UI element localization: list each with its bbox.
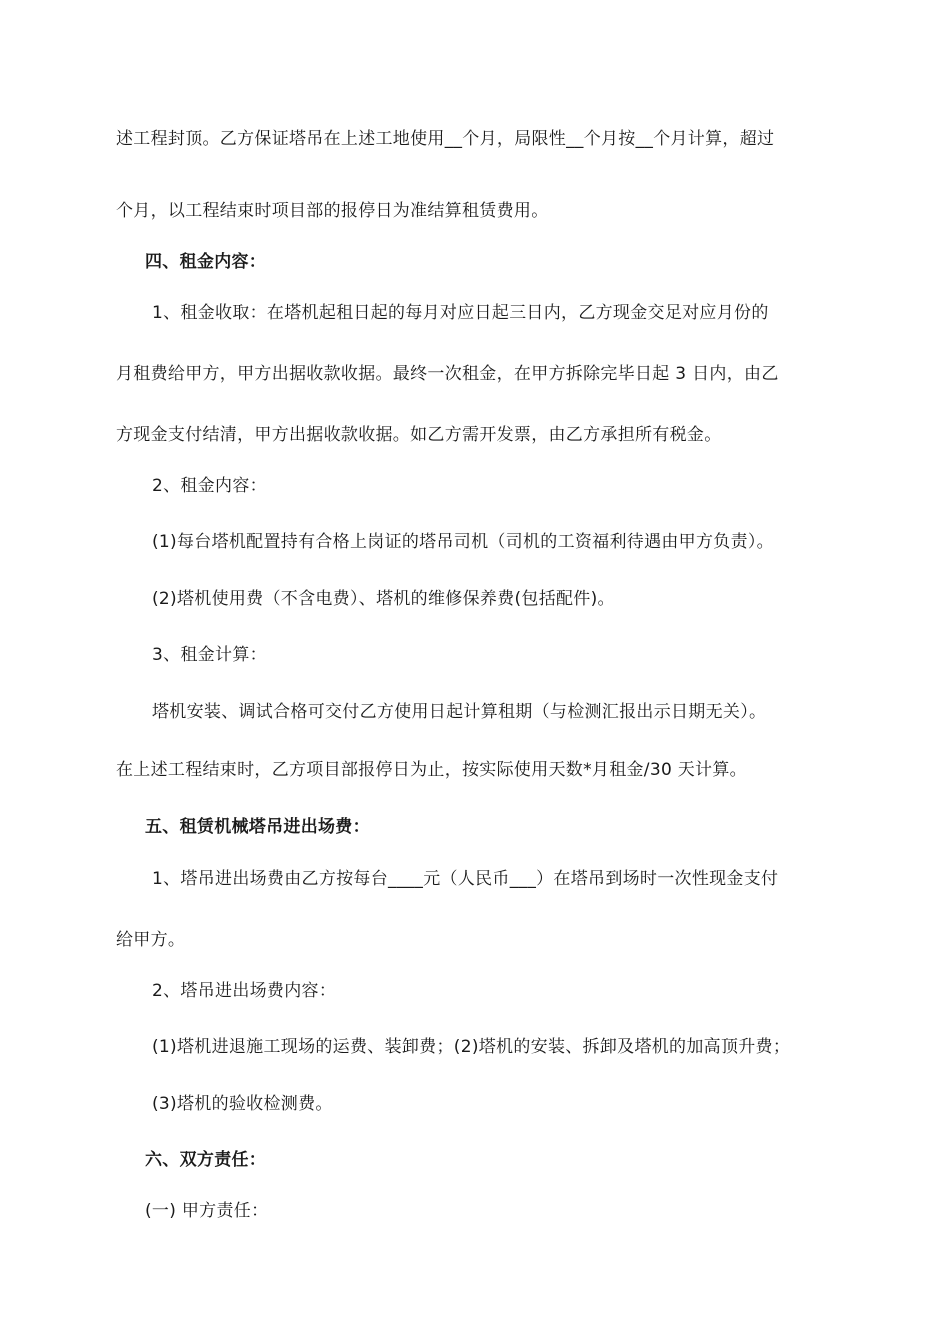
- sub-heading: 3、租金计算：: [152, 645, 267, 665]
- paragraph-line: 在上述工程结束时，乙方项目部报停日为止，按实际使用天数*月租金/30 天计算。: [116, 760, 747, 780]
- section-heading: 六、双方责任：: [145, 1150, 267, 1170]
- paragraph-line: 1、租金收取：在塔机起租日起的每月对应日起三日内，乙方现金交足对应月份的: [152, 303, 769, 323]
- list-item: (1)每台塔机配置持有合格上岗证的塔吊司机（司机的工资福利待遇由甲方负责）。: [152, 532, 774, 552]
- paragraph-line: 个月，以工程结束时项目部的报停日为准结算租赁费用。: [116, 201, 549, 221]
- sub-heading: (一) 甲方责任：: [145, 1201, 269, 1221]
- section-heading: 五、租赁机械塔吊进出场费：: [145, 817, 370, 837]
- paragraph-line: 方现金支付结清，甲方出据收款收据。如乙方需开发票，由乙方承担所有税金。: [116, 425, 722, 445]
- sub-heading: 2、塔吊进出场费内容：: [152, 981, 337, 1001]
- paragraph-line: 月租费给甲方，甲方出据收款收据。最终一次租金，在甲方拆除完毕日起 3 日内，由乙: [116, 364, 779, 384]
- paragraph-line: 1、塔吊进出场费由乙方按每台____元（人民币___）在塔吊到场时一次性现金支付: [152, 869, 779, 889]
- paragraph-line: 给甲方。: [116, 930, 186, 950]
- section-heading: 四、租金内容：: [145, 252, 267, 272]
- list-item: (1)塔机进退施工现场的运费、装卸费；(2)塔机的安装、拆卸及塔机的加高顶升费；: [152, 1037, 791, 1057]
- list-item: (3)塔机的验收检测费。: [152, 1094, 333, 1114]
- sub-heading: 2、租金内容：: [152, 476, 267, 496]
- paragraph-line: 述工程封顶。乙方保证塔吊在上述工地使用__个月，局限性__个月按__个月计算，超过: [116, 129, 775, 149]
- paragraph-line: 塔机安装、调试合格可交付乙方使用日起计算租期（与检测汇报出示日期无关）。: [152, 702, 767, 722]
- list-item: (2)塔机使用费（不含电费）、塔机的维修保养费(包括配件)。: [152, 589, 615, 609]
